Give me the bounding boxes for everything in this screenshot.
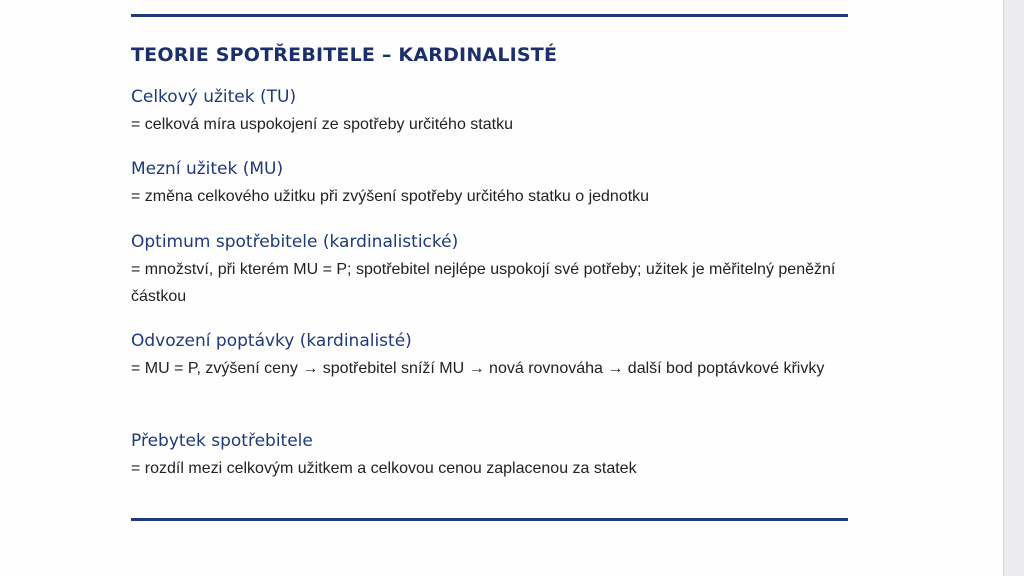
section-heading: Odvození poptávky (kardinalisté) — [131, 331, 412, 351]
section-demand-derivation — [131, 330, 851, 382]
section-heading: Mezní užitek (MU) — [131, 159, 284, 179]
section-text: = změna celkového užitku při zvýšení spotřeby určitého statku o jednotku — [131, 188, 650, 205]
section-consumer-surplus — [131, 430, 851, 482]
section-heading: Přebytek spotřebitele — [131, 431, 313, 451]
scrollbar-track[interactable] — [1003, 0, 1024, 576]
section-text: = celková míra uspokojení ze spotřeby určitého statku — [131, 116, 513, 133]
bottom-divider — [131, 518, 848, 521]
top-divider — [131, 14, 848, 17]
section-heading: Optimum spotřebitele (kardinalistické) — [131, 232, 459, 252]
section-text: = rozdíl mezi celkovým užitkem a celkovou cenou zaplacenou za statek — [131, 460, 637, 477]
section-consumer-optimum — [131, 231, 851, 310]
section-text: = množství, při kterém MU = P; spotřebitel nejlépe uspokojí své potřeby; užitek je měřitelný peněžní částkou — [131, 261, 836, 305]
page-title: TEORIE SPOTŘEBITELE – KARDINALISTÉ — [131, 44, 558, 66]
section-marginal-utility — [131, 158, 851, 210]
section-text: = MU = P, zvýšení ceny → spotřebitel sníží MU → nová rovnováha → další bod poptávkové křivky — [131, 360, 825, 377]
section-total-utility — [131, 86, 851, 138]
section-heading: Celkový užitek (TU) — [131, 87, 297, 107]
